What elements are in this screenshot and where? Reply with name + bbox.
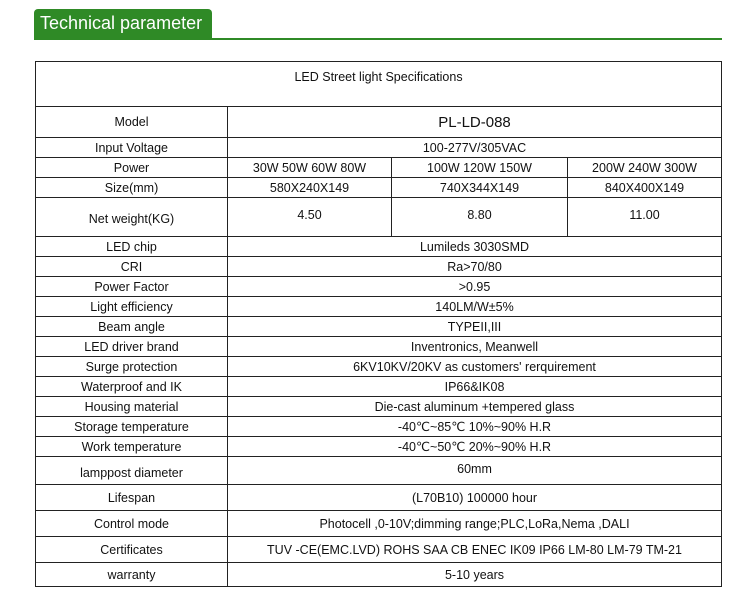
table-row (36, 485, 722, 511)
row-value: PL-LD-088 (228, 107, 722, 138)
row-value: >0.95 (228, 277, 722, 297)
table-row (36, 377, 722, 397)
row-value: Photocell ,0-10V;dimming range;PLC,LoRa,Nema ,DALI (228, 511, 722, 537)
row-value: TUV -CE(EMC.LVD) ROHS SAA CB ENEC IK09 IP66 LM-80 LM-79 TM-21 (228, 537, 722, 563)
table-title: LED Street light Specifications (36, 62, 722, 93)
row-label: LED driver brand (36, 337, 228, 357)
row-value: 60mm (228, 457, 722, 485)
row-label: warranty (36, 563, 228, 587)
table-row (36, 237, 722, 257)
table-row (36, 257, 722, 277)
table-row (36, 437, 722, 457)
table-row (36, 563, 722, 587)
row-value: 140LM/W±5% (228, 297, 722, 317)
row-value: (L70B10) 100000 hour (228, 485, 722, 511)
table-row (36, 397, 722, 417)
table-row (36, 337, 722, 357)
row-label: Light efficiency (36, 297, 228, 317)
row-value: 30W 50W 60W 80W (228, 158, 392, 178)
row-label: Model (36, 107, 228, 138)
row-label: Waterproof and IK (36, 377, 228, 397)
row-value: Die-cast aluminum +tempered glass (228, 397, 722, 417)
row-value: Lumileds 3030SMD (228, 237, 722, 257)
row-value: Ra>70/80 (228, 257, 722, 277)
row-label: Control mode (36, 511, 228, 537)
row-value: 100-277V/305VAC (228, 138, 722, 158)
table-row-input-voltage (36, 138, 722, 158)
row-label: Certificates (36, 537, 228, 563)
table-row (36, 511, 722, 537)
row-label: Lifespan (36, 485, 228, 511)
spec-table (35, 61, 722, 587)
row-value: 740X344X149 (392, 178, 568, 198)
table-row-power (36, 158, 722, 178)
table-row-size (36, 178, 722, 198)
row-label: Power Factor (36, 277, 228, 297)
row-value: IP66&IK08 (228, 377, 722, 397)
header-divider (34, 38, 722, 40)
row-label: Power (36, 158, 228, 178)
row-value: 100W 120W 150W (392, 158, 568, 178)
table-row (36, 417, 722, 437)
row-label: LED chip (36, 237, 228, 257)
row-value: 840X400X149 (568, 178, 722, 198)
table-title-row (36, 62, 722, 93)
table-row (36, 297, 722, 317)
table-row-model (36, 107, 722, 138)
row-value: 5-10 years (228, 563, 722, 587)
row-label: lamppost diameter (36, 457, 228, 485)
row-label: CRI (36, 257, 228, 277)
row-label: Input Voltage (36, 138, 228, 158)
row-label: Surge protection (36, 357, 228, 377)
table-row-net-weight (36, 198, 722, 237)
row-label: Size(mm) (36, 178, 228, 198)
row-value: 11.00 (568, 198, 722, 237)
row-label: Work temperature (36, 437, 228, 457)
row-value: 8.80 (392, 198, 568, 237)
section-title: Technical parameter (34, 9, 212, 38)
row-label: Housing material (36, 397, 228, 417)
table-row (36, 277, 722, 297)
row-value: 4.50 (228, 198, 392, 237)
table-row (36, 537, 722, 563)
row-value: -40℃~85℃ 10%~90% H.R (228, 417, 722, 437)
row-label: Net weight(KG) (36, 198, 228, 237)
row-value: Inventronics, Meanwell (228, 337, 722, 357)
table-row (36, 457, 722, 485)
row-value: 6KV10KV/20KV as customers' rerquirement (228, 357, 722, 377)
table-row (36, 357, 722, 377)
row-label: Storage temperature (36, 417, 228, 437)
row-value: 200W 240W 300W (568, 158, 722, 178)
row-value: TYPEII,III (228, 317, 722, 337)
row-label: Beam angle (36, 317, 228, 337)
table-row (36, 317, 722, 337)
row-value: 580X240X149 (228, 178, 392, 198)
row-value: -40℃~50℃ 20%~90% H.R (228, 437, 722, 457)
